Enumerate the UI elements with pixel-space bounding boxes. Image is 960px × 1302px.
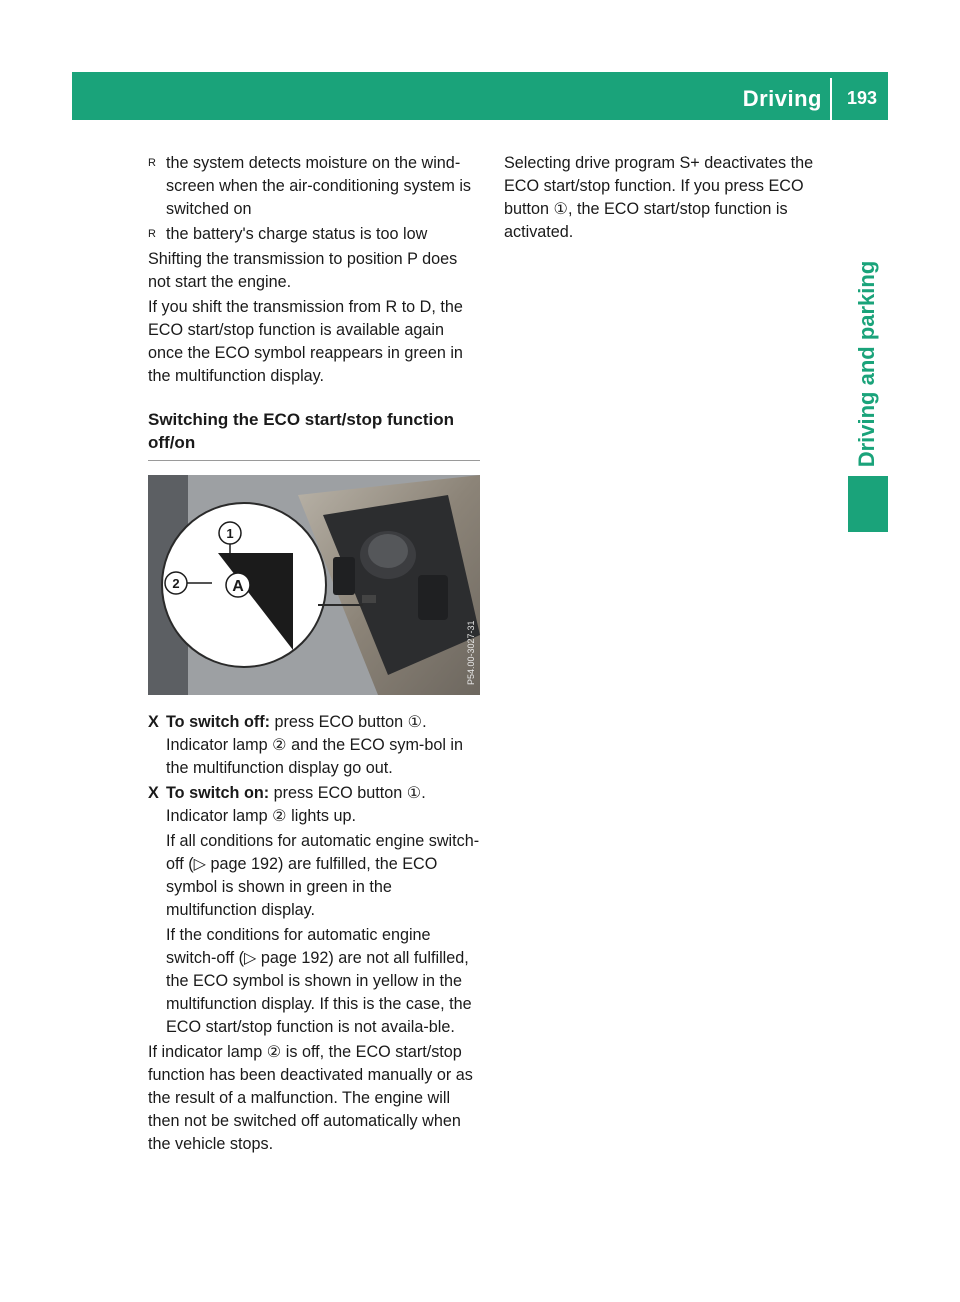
- bullet-marker: R: [148, 228, 156, 240]
- chapter-title: Driving: [742, 86, 822, 111]
- page-number: 193: [846, 88, 878, 108]
- paragraph-malfunction: If indicator lamp ② is off, the ECO start/stop function has been deactivated manually or as the result of a malfunction. The engine will then not be switched off automatically when the vehicle stops.: [148, 1043, 473, 1153]
- step-switch-on: X To switch on: press ECO button ①. Indicator lamp ② lights up. If all conditions for automatic engine switch-off (▷ page 192) are fulfilled, the ECO symbol is shown in green in the multifunction display. If the conditions for automatic engine switch-off (▷ page 192) are not all fulfilled, the ECO symbol is shown in yellow in the multifunction display. If this is the case, the ECO start/stop function is not availa-ble.: [148, 782, 480, 1039]
- paragraph-drive-program: Selecting drive program S+ deactivates the ECO start/stop function. If you press ECO button ①, the ECO start/stop function is activated.: [504, 154, 814, 241]
- header-bar: [72, 72, 888, 120]
- step-detail: Indicator lamp ② lights up.: [166, 807, 356, 825]
- callout-2: 2: [172, 576, 180, 591]
- callout-1: 1: [226, 526, 234, 541]
- paragraph-shift-p: Shifting the transmission to position P does not start the engine.: [148, 250, 458, 291]
- paragraph-shift-r-d: If you shift the transmission from R to D, the ECO start/stop function is available again once the ECO symbol reappears in green in the multifunction display.: [148, 298, 463, 385]
- left-column: [148, 152, 480, 1158]
- side-tab-label: Driving and parking: [854, 260, 879, 468]
- step-switch-off: X To switch off: press ECO button ①. Indicator lamp ② and the ECO sym-bol in the multifunction display go out.: [148, 711, 480, 780]
- list-item: R the battery's charge status is too low: [148, 223, 480, 246]
- eco-icon-label: A: [232, 578, 244, 595]
- side-tab: [847, 254, 887, 474]
- eco-button-figure: [148, 475, 480, 695]
- side-tab-marker: [848, 476, 888, 532]
- list-item: R the system detects moisture on the wind-screen when the air-conditioning system is switched on: [148, 154, 472, 218]
- bullet-marker: R: [148, 157, 156, 169]
- header-separator: [830, 78, 832, 120]
- step-detail: Indicator lamp ② and the ECO sym-bol in the multifunction display go out.: [166, 736, 464, 777]
- console-illustration: [148, 475, 480, 695]
- step-marker: X: [148, 713, 159, 731]
- step-marker: X: [148, 784, 159, 802]
- figure-code: P54.00-3027-31: [466, 620, 476, 685]
- right-column: [504, 152, 830, 246]
- step-detail: If the conditions for automatic engine switch-off (▷ page 192) are not all fulfilled, the ECO symbol is shown in yellow in the multifunction display. If this is the case, the ECO start/stop function is not availa-ble.: [166, 926, 472, 1036]
- step-detail: If all conditions for automatic engine switch-off (▷ page 192) are fulfilled, the ECO symbol is shown in green in the multifunction display.: [166, 832, 480, 919]
- section-heading: Switching the ECO start/stop function off/on: [148, 408, 480, 461]
